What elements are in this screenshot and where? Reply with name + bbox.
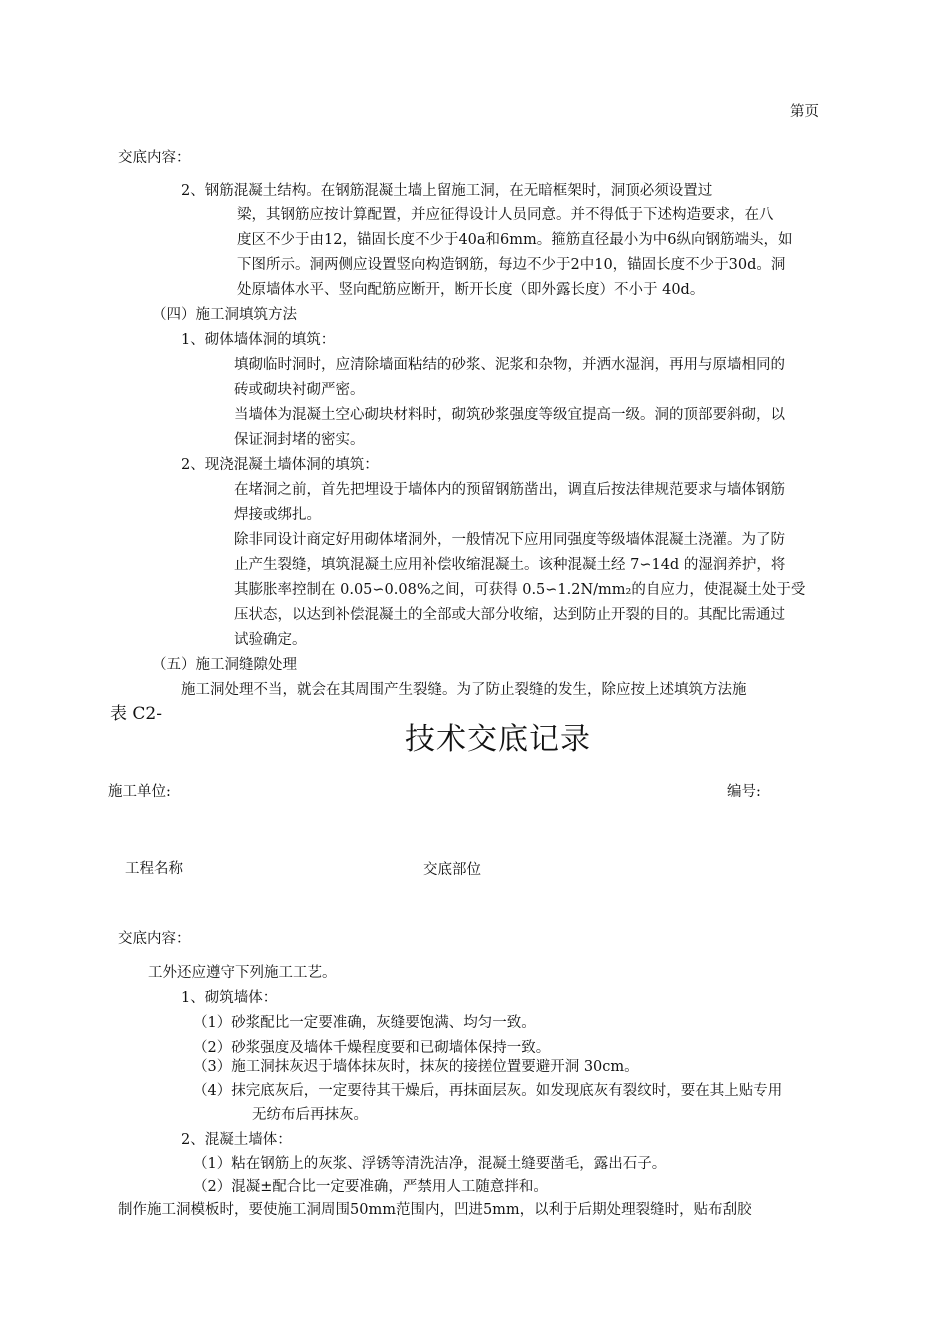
subsection-heading: 2、混凝土墙体：	[181, 1132, 292, 1148]
table-number: 表 C2-	[110, 704, 162, 724]
project-name-label: 工程名称	[125, 861, 183, 877]
paragraph-line: 梁，其钢筋应按计算配置，并应征得设计人员同意。并不得低于下述构造要求，在八	[237, 207, 774, 223]
paragraph-line: 焊接或绑扎。	[234, 507, 321, 523]
paragraph-line: 止产生裂缝，填筑混凝土应用补偿收缩混凝土。该种混凝土经 7∽14d 的湿润养护，将	[234, 557, 786, 573]
paragraph-line: 除非同设计商定好用砌体堵洞外，一般情况下应用同强度等级墙体混凝土浇灌。为了防	[234, 532, 785, 548]
list-item: （3）施工洞抹灰迟于墙体抹灰时，抹灰的接搓位置要避开洞 30cm。	[193, 1059, 639, 1075]
subsection-heading: 1、砌筑墙体：	[181, 990, 278, 1006]
list-item: （1）砂浆配比一定要准确，灰缝要饱满、均匀一致。	[193, 1015, 536, 1031]
content-label: 交底内容：	[118, 150, 191, 166]
page-number-label: 第页	[790, 104, 819, 120]
document-title: 技术交底记录	[405, 722, 591, 757]
list-item: （2）砂浆强度及墙体千燥程度要和已砌墙体保持一致。	[193, 1040, 551, 1056]
serial-number-label: 编号:	[727, 784, 761, 800]
handover-part-label: 交底部位	[423, 862, 481, 878]
paragraph-line: 砖或砌块衬砌严密。	[234, 382, 365, 398]
list-item: （1）粘在钢筋上的灰浆、浮锈等清洗洁净，混凝土缝要凿毛，露出石子。	[193, 1156, 667, 1172]
subsection-heading: 1、砌体墙体洞的填筑：	[181, 332, 336, 348]
paragraph-line: 2、钢筋混凝土结构。在钢筋混凝土墙上留施工洞，在无暗框架时，洞顶必须设置过	[181, 183, 713, 199]
paragraph-line: 处原墙体水平、竖向配筋应断开，断开长度（即外露长度）不小于 40d。	[237, 282, 705, 298]
list-item: （4）抹完底灰后，一定要待其干燥后，再抹面层灰。如发现底灰有裂纹时，要在其上贴专用	[193, 1083, 783, 1099]
subsection-heading: 2、现浇混凝土墙体洞的填筑：	[181, 457, 379, 473]
paragraph-line: 在堵洞之前，首先把埋设于墙体内的预留钢筋凿出，调直后按法律规范要求与墙体钢筋	[234, 482, 785, 498]
paragraph-line: 当墙体为混凝土空心砌块材料时，砌筑砂浆强度等级宜提高一级。洞的顶部要斜砌，以	[234, 407, 785, 423]
section-heading: （四）施工洞填筑方法	[152, 307, 297, 323]
paragraph-line: 压状态，以达到补偿混凝土的全部或大部分收缩，达到防止开裂的目的。其配比需通过	[234, 607, 785, 623]
section-heading: （五）施工洞缝隙处理	[152, 657, 297, 673]
paragraph-line: 制作施工洞模板时，要使施工洞周围50mm范围内，凹进5mm，以利于后期处理裂缝时，贴布刮胶	[118, 1202, 752, 1218]
list-item-continuation: 无纺布后再抹灰。	[252, 1107, 368, 1123]
paragraph-line: 其膨胀率控制在 0.05∽0.08%之间，可获得 0.5∽1.2N/mm₂的自应力，使混凝土处于受	[234, 582, 806, 598]
paragraph-line: 施工洞处理不当，就会在其周围产生裂缝。为了防止裂缝的发生，除应按上述填筑方法施	[181, 682, 747, 698]
paragraph-line: 填砌临时洞时，应清除墙面粘结的砂浆、泥浆和杂物，并洒水湿润，再用与原墙相同的	[234, 357, 785, 373]
list-item: （2）混凝±配合比一定要准确，严禁用人工随意拌和。	[193, 1179, 548, 1195]
paragraph-line: 工外还应遵守下列施工工艺。	[148, 965, 337, 981]
content-label: 交底内容：	[118, 931, 191, 947]
paragraph-line: 试验确定。	[234, 632, 307, 648]
paragraph-line: 下图所示。洞两侧应设置竖向构造钢筋，每边不少于2中10，锚固长度不少于30d。洞	[237, 257, 786, 273]
construction-unit-label: 施工单位:	[108, 784, 171, 800]
paragraph-line: 度区不少于由12，锚固长度不少于40a和6mm。箍筋直径最小为中6纵向钢筋端头，如	[237, 232, 793, 248]
paragraph-line: 保证洞封堵的密实。	[234, 432, 365, 448]
